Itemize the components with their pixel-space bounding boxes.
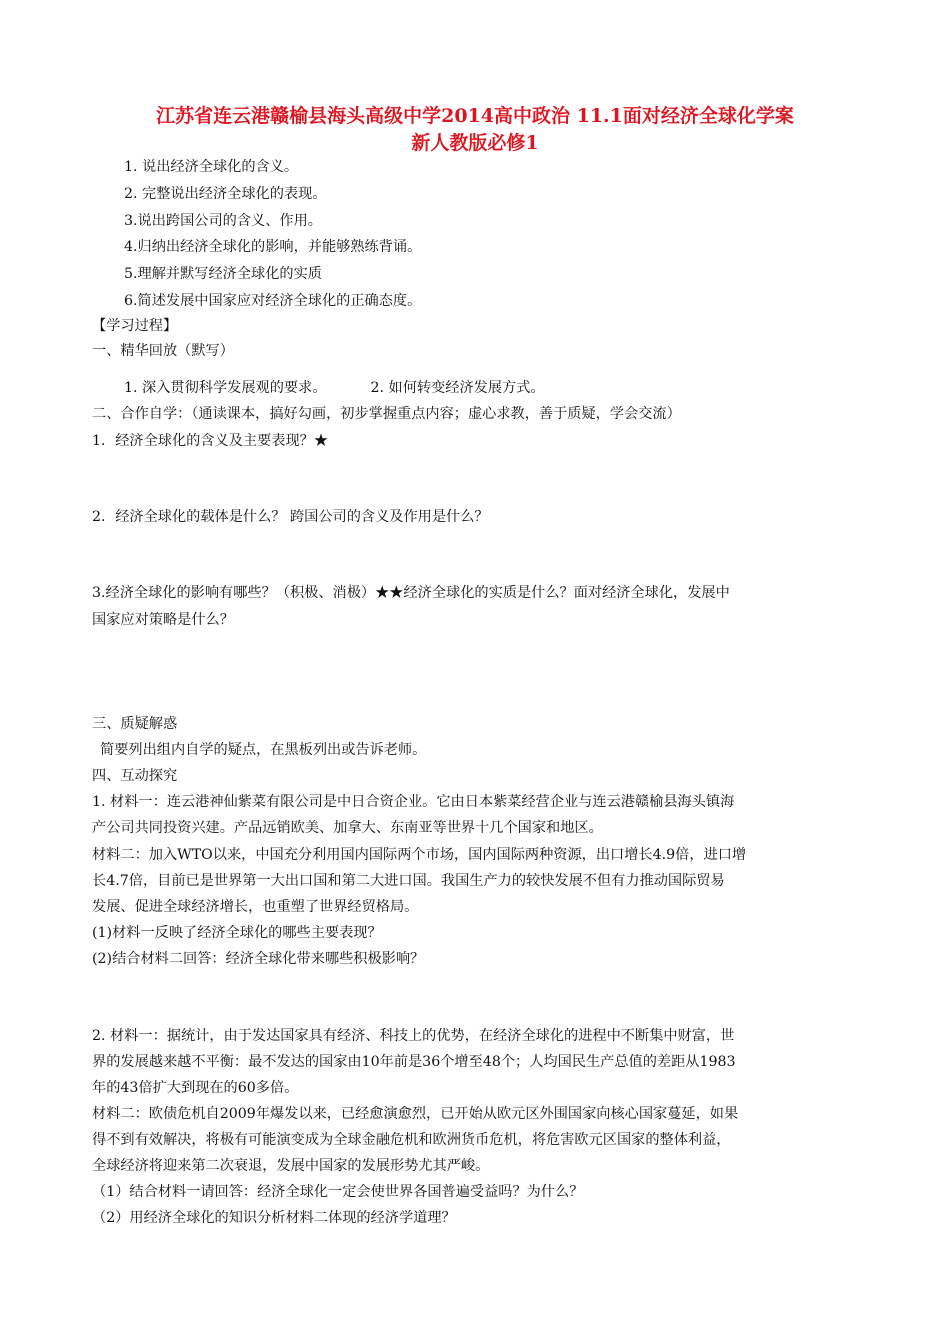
section1-item2: 2. 如何转变经济发展方式。: [370, 380, 545, 396]
material-4-line1: 材料二：欧债危机自2009年爆发以来，已经愈演愈烈，已开始从欧元区外围国家向核心国家蔓延，如果: [92, 1106, 739, 1122]
objective-6: 6.简述发展中国家应对经济全球化的正确态度。: [124, 293, 422, 309]
material-2-line1: 材料二：加入WTO以来，中国充分利用国内国际两个市场，国内国际两种资源，出口增长4.9倍，进口增: [92, 847, 747, 863]
objective-5: 5.理解并默写经济全球化的实质: [124, 266, 322, 282]
section2-question1: 1．经济全球化的含义及主要表现？★: [92, 433, 329, 449]
section4-question1: (1)材料一反映了经济全球化的哪些主要表现？: [92, 925, 382, 941]
section4-heading: 四、互动探究: [92, 768, 178, 784]
section4-question2: (2)结合材料二回答：经济全球化带来哪些积极影响？: [92, 951, 425, 967]
material-2-line2: 长4.7倍，目前已是世界第一大出口国和第二大进口国。我国生产力的较快发展不但有力推动国际贸易: [92, 873, 725, 889]
section3-heading: 三、质疑解惑: [92, 716, 178, 732]
section1-heading: 一、精华回放（默写）: [92, 343, 234, 359]
material-3-line2: 界的发展越来越不平衡：最不发达的国家由10年前是36个增至48个；人均国民生产总值的差距从1983: [92, 1054, 736, 1070]
section2-question3-line1: 3.经济全球化的影响有哪些？（积极、消极）★★经济全球化的实质是什么？面对经济全球化，发展中: [92, 585, 730, 601]
material-1-line1: 1. 材料一：连云港神仙紫菜有限公司是中日合资企业。它由日本紫菜经营企业与连云港赣榆县海头镇海: [92, 794, 735, 810]
section2-question3-line2: 国家应对策略是什么？: [92, 612, 234, 628]
material-4-line2: 得不到有效解决，将极有可能演变成为全球金融危机和欧洲货币危机，将危害欧元区国家的整体利益，: [92, 1132, 731, 1148]
document-title-line2: 新人教版必修1: [411, 132, 539, 154]
objective-1: 1. 说出经济全球化的含义。: [124, 159, 299, 175]
objective-4: 4.归纳出经济全球化的影响，并能够熟练背诵。: [124, 239, 422, 255]
section4-question3: （1）结合材料一请回答：经济全球化一定会使世界各国普遍受益吗？为什么？: [92, 1184, 584, 1200]
section3-text: 简要列出组内自学的疑点，在黑板列出或告诉老师。: [100, 742, 427, 758]
process-header: 【学习过程】: [92, 318, 178, 334]
material-4-line3: 全球经济将迎来第二次衰退，发展中国家的发展形势尤其严峻。: [92, 1158, 490, 1174]
material-1-line2: 产公司共同投资兴建。产品远销欧美、加拿大、东南亚等世界十几个国家和地区。: [92, 820, 603, 836]
section1-item1: 1. 深入贯彻科学发展观的要求。: [124, 380, 327, 396]
section4-question4: （2）用经济全球化的知识分析材料二体现的经济学道理？: [92, 1210, 456, 1226]
section2-question2: 2．经济全球化的载体是什么？ 跨国公司的含义及作用是什么？: [92, 509, 489, 525]
document-title-line1: 江苏省连云港赣榆县海头高级中学2014高中政治 11.1面对经济全球化学案: [156, 105, 794, 127]
objective-2: 2. 完整说出经济全球化的表现。: [124, 186, 327, 202]
material-2-line3: 发展、促进全球经济增长，也重塑了世界经贸格局。: [92, 899, 419, 915]
section2-heading: 二、合作自学：（通读课本，搞好勾画，初步掌握重点内容；虚心求教，善于质疑，学会交流）: [92, 406, 681, 422]
material-3-line1: 2. 材料一：据统计，由于发达国家具有经济、科技上的优势，在经济全球化的进程中不断集中财富，世: [92, 1028, 735, 1044]
objective-3: 3.说出跨国公司的含义、作用。: [124, 213, 322, 229]
material-3-line3: 年的43倍扩大到现在的60多倍。: [92, 1080, 299, 1096]
section1-items: [124, 378, 545, 398]
